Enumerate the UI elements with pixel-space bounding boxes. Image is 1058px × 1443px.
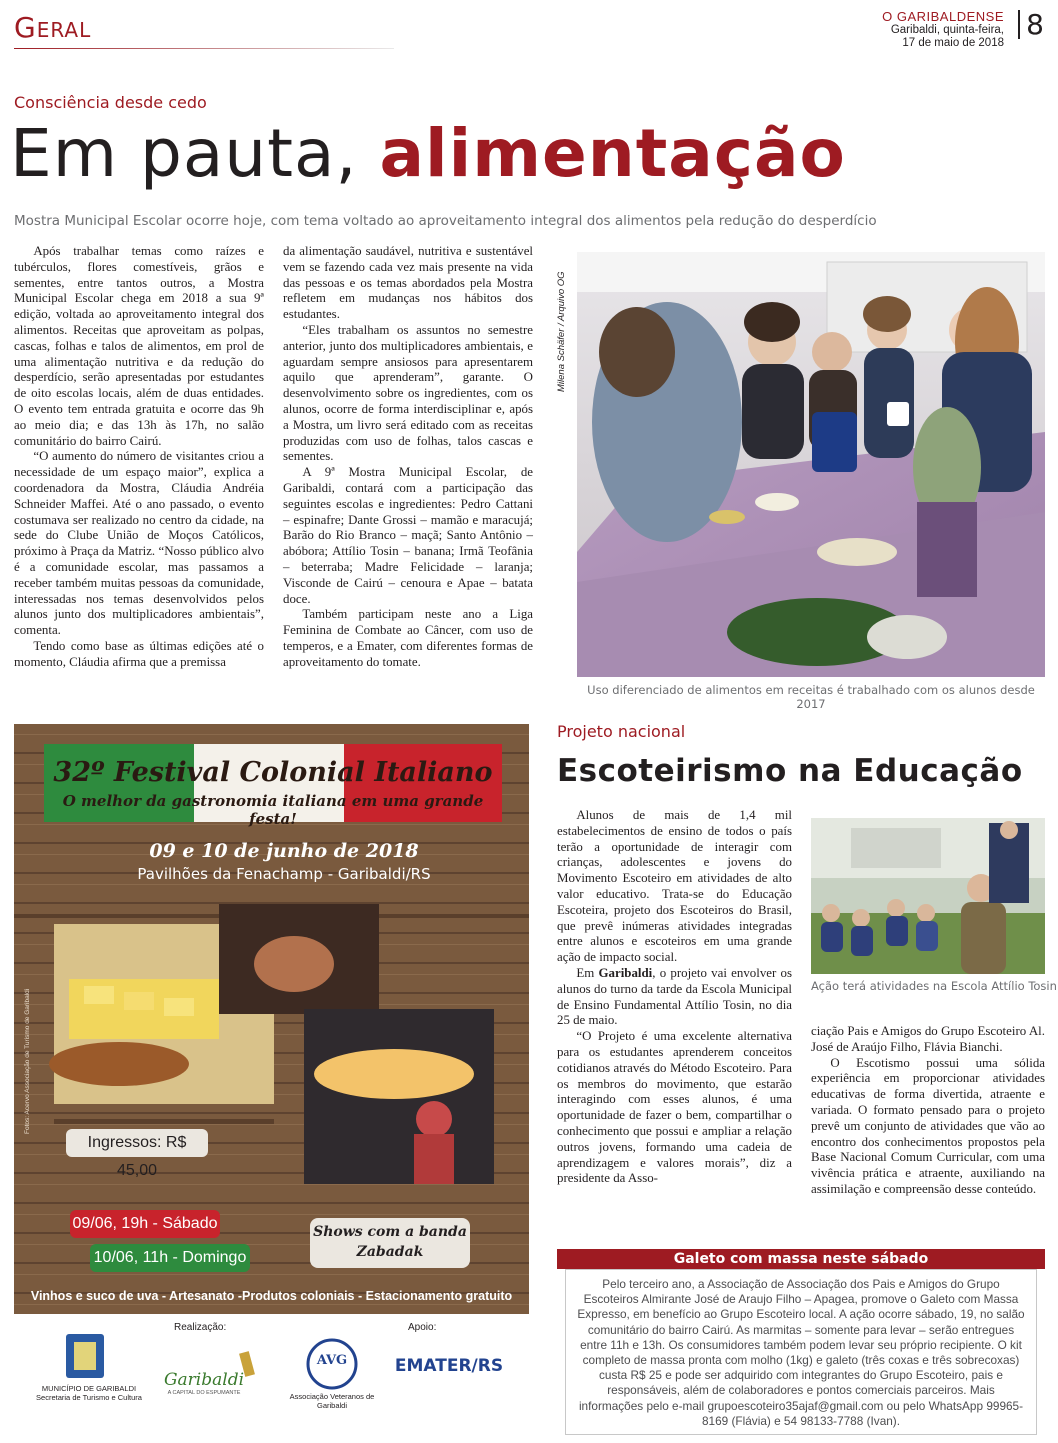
ad-shows: Shows com a banda Zabadak [310, 1218, 470, 1268]
ad-photo-credit: Fotos: Acervo Associação de Turismo de Garibaldi [24, 988, 31, 1134]
ad-features: Vinhos e suco de uva - Artesanato -Produtos coloniais - Estacionamento gratuito [30, 1289, 513, 1303]
paragraph: “Eles trabalham os assuntos no semestre anterior, junto dos multiplicadores ambientais, e aguardam sempre ansiosos para apresentarem aquilo que aprenderam”, garante. O desenvolvimento sobre os ingredientes, com os alunos, ocorre de forma interdisciplinar e, após a Mostra, um livro será editado com as receitas produzidas com uso de folhas, talos cascas e sementes. [283, 322, 533, 464]
article-column-1 [557, 808, 792, 1187]
school-exhibition-photo [577, 252, 1045, 677]
paragraph-continued: da alimentação saudável, nutritiva e sustentável vem se fazendo cada vez mais presente na vida das pessoas e os temas abordados pela Mostra refletem em mudanças nos hábitos dos estudantes. [283, 244, 533, 322]
paper-date: 17 de maio de 2018 [902, 36, 1004, 49]
article-subhead: Mostra Municipal Escolar ocorre hoje, com tema voltado ao aproveitamento integral dos alimentos pela redução do desperdício [14, 213, 877, 229]
ad-avg-logo: AVG [316, 1353, 348, 1368]
photo-credit: Milena Schäfer / Arquivo OG [556, 271, 567, 392]
photo-caption: Uso diferenciado de alimentos em receitas é trabalhado com os alunos desde 2017 [587, 683, 1035, 711]
header-rule [14, 48, 394, 49]
article-headline: Escoteirismo na Educação [557, 753, 1023, 789]
ad-realizacao-label: Realização: [174, 1322, 227, 1333]
paragraph: “O Projeto é uma excelente alternativa para os estudantes aprenderem conceitos cotidianos através do Método Escoteiro. Para os membros do movimento, que estarão interagindo com esses alunos, é uma oportunidade de fazer o bem, compartilhar o conhecimento que possui e ampliar a relação outros jovens, formando uma cadeia de aprendizagem e valores morais”, diz a presidente da Asso- [557, 1029, 792, 1186]
paragraph: A 9ª Mostra Municipal Escolar, de Garibaldi, contará com a participação das seguintes escolas e ingredientes: Pedro Cattani – espinafre; Dante Grossi – mamão e maracujá; Barão do Rio Branco – maçã; Santo Antônio – abóbora; Attílio Tosin – banana; Irmã Teofânia – beterraba; Madre Felicidade – laranja; Visconde de Cairú – cenoura e Apae – batata doce. [283, 465, 533, 606]
article-kicker: Projeto nacional [557, 722, 686, 741]
paragraph: Alunos de mais de 1,4 mil estabelecimentos de ensino de todos o país terão a oportunidade de interagir com crianças, adolescentes e jovens do Movimento Escoteiro em atividades de alto valor educativo. Trata-se do Educação Escoteira, projeto dos Escoteiros do Brasil, que prevê inúmeras atividades integradas entre alunos e escoteiros em uma grande ação de impacto social. [557, 808, 792, 965]
photo-caption: Ação terá atividades na Escola Attílio Tosin [811, 979, 1057, 993]
masthead [882, 10, 1004, 50]
article-column-2 [811, 1024, 1045, 1198]
paper-name: O GARIBALDENSE [882, 9, 1004, 24]
page-number: 8 [1018, 10, 1044, 39]
ad-dates: 09 e 10 de junho de 2018 [149, 840, 419, 862]
festival-advertisement [14, 724, 529, 1434]
ad-municipio-logo: MUNICÍPIO DE GARIBALDI Secretaria de Turismo e Cultura [36, 1384, 142, 1402]
ad-artwork [14, 724, 529, 1434]
paragraph-continued: ciação Pais e Amigos do Grupo Escoteiro Al. José de Araújo Filho, Flávia Bianchi. [811, 1024, 1045, 1054]
ad-venue: Pavilhões da Fenachamp - Garibaldi/RS [137, 865, 431, 883]
paper-place: Garibaldi, quinta-feira, [890, 24, 1004, 37]
ad-avg-name: Associação Veteranos de Garibaldi [289, 1392, 375, 1410]
paragraph: Após trabalhar temas como raízes e tubérculos, flores comestíveis, grãos e sementes, entre tantos outros, a Mostra Municipal Escolar chega em 2018 a sua 9ª edição, voltada ao aproveitamento integral dos alimentos. Receitas que aproveitam as polpas, cascas, folhas e talos de alimentos, em prol de uma alimentação nutritiva e da redução do desperdício, serão apresentadas por estudantes de oito escolas locais, além de duas entidades. O evento tem entrada gratuita e ocorre das 9h ao meio dia; e das 13h às 17h, no salão comunitário do bairro Cairú. [14, 244, 264, 448]
article-column-1 [14, 244, 264, 671]
headline-part-2: alimentação [379, 115, 846, 192]
ad-schedule-sunday: 10/06, 11h - Domingo [90, 1244, 250, 1272]
main-article-photo [577, 252, 1045, 677]
article-headline [10, 115, 846, 192]
article-column-2 [283, 244, 533, 671]
paragraph: Em Garibaldi, o projeto vai envolver os alunos do turno da tarde da Escola Municipal de Ensino Fundamental Attílio Tosin, no dia 25 de maio. [557, 965, 792, 1028]
paragraph: O Escotismo possui uma sólida experiência em proporcionar atividades educativas de forma divertida, atraente e variada. O formato pensado para o projeto prevê um conjunto de atividades que vão ao encontro dos conhecimentos propostos pela Base Nacional Comum Curricular, com uma vivência prática e atraente, auxiliando na assimilação e compreensão desse conteúdo. [811, 1055, 1045, 1196]
paragraph: Tendo como base as últimas edições até o momento, Cláudia afirma que a premissa [14, 638, 264, 669]
article-kicker: Consciência desde cedo [14, 93, 207, 112]
scout-article-photo [811, 818, 1045, 974]
info-box-body: Pelo terceiro ano, a Associação de Associação dos Pais e Amigos do Grupo Escoteiros Almirante José de Araujo Filho – Apagea, promove o Galeto com Massa Expresso, em benefício ao Grupo Escoteiro local. A ação ocorre sábado, 19, no salão comunitário do bairro Cairú. As marmitas – somente para levar – serão entregues entre 11h e 13h. Os consumidores também podem levar seu próprio recipiente. O kit completo de massa pronta com molho (1kg) e galeto (três coxas e três sobrecoxas) custa R$ 25 e pode ser adquirido com integrantes do Grupo Escoteiro, pais e responsáveis, além de colaboradores e pontos comerciais parceiros. Mais informações pelo e-mail grupoescoteiro35ajaf@gmail.com ou pelo WhatsApp 99965-8169 (Flávia) e 54 98133-7788 (Ivan). [577, 1277, 1025, 1428]
ad-garibaldi-logo: Garibaldi A CAPITAL DO ESPUMANTE [163, 1370, 245, 1396]
ad-tickets: Ingressos: R$ 45,00 [66, 1129, 208, 1157]
info-box-title: Galeto com massa neste sábado [557, 1249, 1045, 1269]
section-title: Geral [14, 11, 92, 44]
scouts-outdoor-photo [811, 818, 1045, 974]
ad-tagline: O melhor da gastronomia italiana em uma grande festa! [62, 792, 484, 828]
ad-title: 32º Festival Colonial Italiano [53, 757, 493, 788]
paragraph: Também participam neste ano a Liga Feminina de Combate ao Câncer, com uso de temperos, e a Emater, com diferentes formas de aproveitamento do tomate. [283, 607, 533, 669]
ad-emater-logo: EMATER/RS [394, 1356, 504, 1376]
paragraph: “O aumento do número de visitantes criou a necessidade de um espaço maior”, explica a coordenadora da Mostra, Cláudia Andréia Schneider Maffei. Até o ano passado, o evento costumava ser realizado no centro da cidade, na sede do Clube União de Moços Católicos, próximo à Praça da Matriz. “Nosso público alvo é a comunidade escolar, mas passamos a receber também muitas pessoas da comunidade, interessadas nos temas desenvolvidos pelos alunos junto dos multiplicadores ambientais”, comenta. [14, 449, 264, 638]
ad-apoio-label: Apoio: [408, 1322, 437, 1333]
ad-schedule-saturday: 09/06, 19h - Sábado [70, 1210, 220, 1238]
headline-part-1: Em pauta, [10, 115, 380, 192]
